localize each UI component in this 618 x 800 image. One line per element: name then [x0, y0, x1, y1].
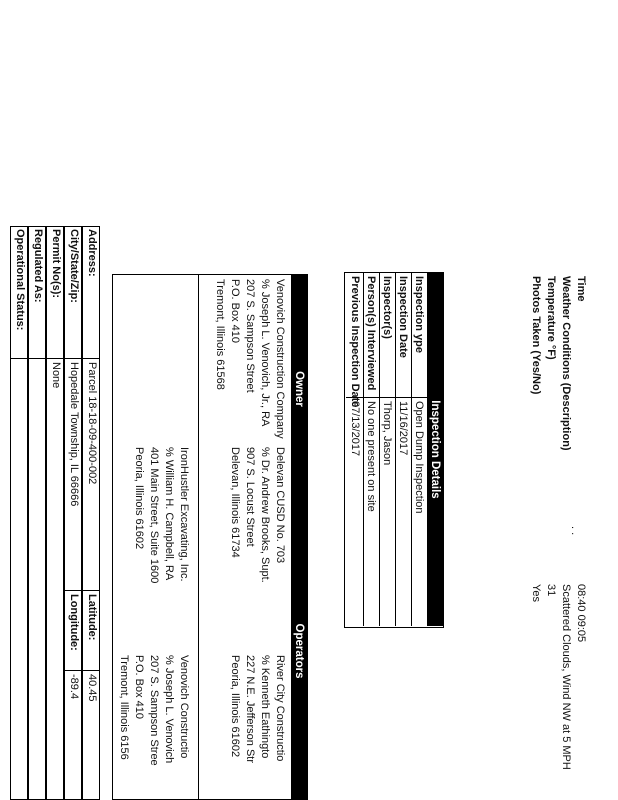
inspection-date-value: 11/16/2017	[397, 401, 409, 456]
owner-2-line: 907 S. Locust Street	[244, 447, 256, 547]
owner-1-line: Venovich Construction Company	[274, 279, 286, 439]
owner-2-line: % Dr. Andrew Brooks, Supt.	[259, 447, 271, 583]
temperature-value: 31	[545, 584, 557, 597]
previous-date-label: Previous Inspection Date	[349, 276, 361, 408]
site-info-divider-2	[64, 590, 100, 591]
owner-1-block	[212, 279, 287, 439]
time-label: Time	[575, 276, 587, 302]
operator-2-line: 401 Main Street, Suite 1600	[148, 447, 160, 584]
site-info-row-address	[82, 226, 100, 800]
inspectors-label: Inspector(s)	[381, 276, 393, 339]
weather-label: Weather Conditions (Description)	[560, 276, 572, 451]
scan-marks: . .	[569, 526, 581, 536]
operator-2-line: % William H. Campbell, RA	[163, 447, 175, 581]
owner-2-line: Delevan CUSD No. 703	[274, 447, 286, 564]
owner-1-line: % Joseph L. Venovich, Jr., RA	[259, 279, 271, 427]
inspectors-value: Thorp, Jason	[381, 401, 393, 466]
inspection-details-header: Inspection Details	[427, 273, 443, 626]
persons-label: Person(s) Interviewed	[365, 276, 377, 391]
previous-date-value: 07/13/2017	[349, 401, 361, 457]
operator-1-line: 227 N.E. Jefferson Str	[244, 655, 256, 764]
operator-2-line: Peoria, Illinois 61602	[133, 447, 145, 550]
operator-1-block	[227, 655, 287, 763]
time-value: 08:40 09:05	[575, 584, 587, 643]
owner-1-line: 207 S. Sampson Street	[244, 279, 256, 393]
site-info-table	[0, 226, 100, 800]
inspection-date-label: Inspection Date	[397, 276, 409, 358]
weather-value: Scattered Clouds, Wind NW at 5 MPH	[560, 584, 572, 770]
site-info-row-regulated	[28, 226, 46, 800]
longitude-label: Longitude:	[68, 594, 80, 651]
owner-2-block	[227, 447, 287, 583]
operator-3-line: Venovich Constructio	[178, 655, 190, 759]
inspection-type-value: Open Dump Inspection	[413, 401, 425, 514]
conditions-block	[516, 276, 588, 770]
city-label: City/State/Zip:	[68, 229, 80, 303]
address-value: Parcel 18-18-09-400-002	[86, 362, 98, 485]
owner-1-line: Tremont, Illinois 61568	[214, 279, 226, 390]
site-info-divider-3	[64, 670, 100, 671]
operators-header: Operators	[291, 503, 307, 799]
inspection-container	[310, 272, 326, 628]
inspection-type-label: Inspection ype	[413, 276, 425, 354]
permit-value: None	[50, 362, 62, 389]
operator-2-block	[131, 447, 191, 583]
temperature-label: Temperature °F)	[545, 276, 557, 360]
operator-3-line: % Joseph L. Venovich	[163, 655, 175, 764]
operator-3-line: P.O. Box 410	[133, 655, 145, 720]
photos-label: Photos Taken (Yes/No)	[530, 276, 542, 395]
regulated-label: Regulated As:	[32, 229, 44, 303]
persons-value: No one present on site	[365, 401, 377, 512]
operator-1-line: Peoria, Illinois 61602	[229, 655, 241, 758]
inspection-details-panel	[344, 272, 444, 628]
site-info-divider	[10, 358, 100, 359]
site-info-row-permit	[46, 226, 64, 800]
city-value: Hopedale Township, IL 66666	[68, 362, 80, 507]
latitude-label: Latitude:	[86, 594, 98, 641]
site-info-row-city	[64, 226, 82, 800]
permit-label: Permit No(s):	[50, 229, 62, 299]
parties-row-divider	[198, 275, 199, 799]
operator-3-line: Tremont, Illinois 6156	[118, 655, 130, 760]
owner-1-line: P.O. Box 410	[229, 279, 241, 344]
parties-table	[112, 274, 308, 800]
operator-2-line: IronHustler Excavating, Inc.	[178, 447, 190, 582]
photos-value: Yes	[530, 584, 542, 602]
operator-3-block	[116, 655, 191, 766]
longitude-value: -89.4	[68, 674, 80, 700]
operator-1-line: % Kenneth Eathingto	[259, 655, 271, 759]
owner-2-line: Delevan, Illinois 61734	[229, 447, 241, 558]
operator-3-line: 207 S. Sampson Stree	[148, 655, 160, 766]
operator-1-line: River City Constructio	[274, 655, 286, 762]
address-label: Address:	[86, 229, 98, 277]
status-label: Operational Status:	[14, 229, 26, 331]
latitude-value: 40.45	[86, 674, 98, 702]
owner-header: Owner	[291, 275, 307, 503]
